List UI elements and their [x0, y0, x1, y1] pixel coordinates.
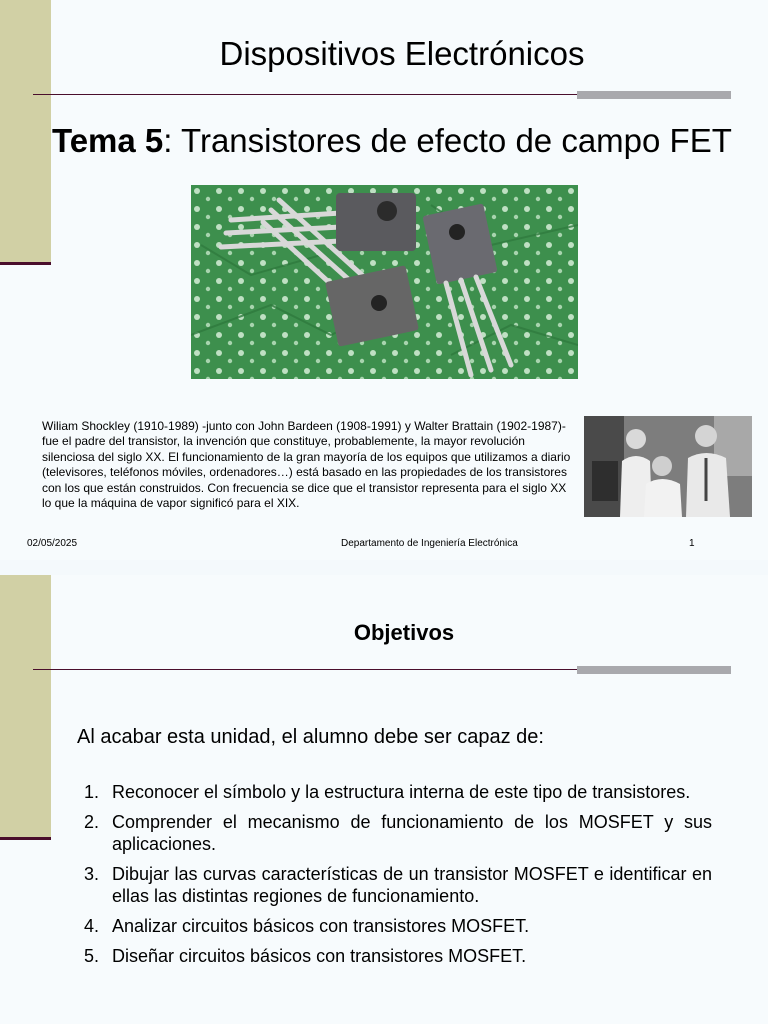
subtitle-bold: Tema 5	[52, 122, 164, 159]
item-number: 5.	[84, 946, 100, 966]
item-number: 3.	[84, 864, 100, 884]
caption-text: Wiliam Shockley (1910-1989) -junto con John Bardeen (1908-1991) y Walter Brattain (1902-1987)- fue el padre del transistor, la invención que constituye, probablemente, la mayor revolución silenciosa del siglo XX. El funcionamiento de la gran mayoría de los equipos que utilizamos a diario (televisores, teléfonos móviles, ordenadores…) está basado en las propiedades de los transistores con los que están construidos. Con frecuencia se dice que el transistor representa para el siglo XX lo que la máquina de vapor significó para el XIX.	[42, 419, 571, 511]
slide-2	[0, 575, 768, 1024]
list-item	[78, 945, 712, 967]
item-text: Analizar circuitos básicos con transistores MOSFET.	[112, 916, 530, 936]
footer-date: 02/05/2025	[27, 538, 78, 549]
subtitle-rest: : Transistores de efecto de campo FET	[163, 122, 732, 159]
slide-title: Dispositivos Electrónicos	[219, 35, 585, 72]
list-item	[78, 811, 712, 855]
list-item	[78, 863, 712, 907]
inventors-photo	[584, 416, 752, 517]
transistors-photo	[191, 185, 578, 379]
sidebar-rule	[0, 837, 51, 840]
item-text: Diseñar circuitos básicos con transistores MOSFET.	[112, 946, 527, 966]
intro-text: Al acabar esta unidad, el alumno debe ser capaz de:	[77, 726, 544, 748]
item-number: 4.	[84, 916, 100, 936]
title-divider-grey	[577, 666, 731, 674]
slide-title: Objetivos	[353, 620, 455, 645]
item-text: Reconocer el símbolo y la estructura interna de este tipo de transistores.	[112, 782, 691, 802]
title-divider-grey	[577, 91, 731, 99]
list-item	[78, 781, 712, 803]
objectives-list	[78, 781, 712, 975]
footer-department: Departamento de Ingeniería Electrónica	[341, 538, 518, 549]
footer-page-number: 1	[689, 538, 695, 549]
list-item	[78, 915, 712, 937]
item-text: Comprender el mecanismo de funcionamiento de los MOSFET y sus aplicaciones.	[112, 812, 712, 854]
slide-subtitle	[52, 120, 732, 162]
sidebar-rule	[0, 262, 51, 265]
sidebar-accent	[0, 575, 51, 837]
item-number: 2.	[84, 812, 100, 832]
item-number: 1.	[84, 782, 100, 802]
item-text: Dibujar las curvas características de un transistor MOSFET e identificar en ellas las distintas regiones de funcionamiento.	[112, 864, 712, 906]
